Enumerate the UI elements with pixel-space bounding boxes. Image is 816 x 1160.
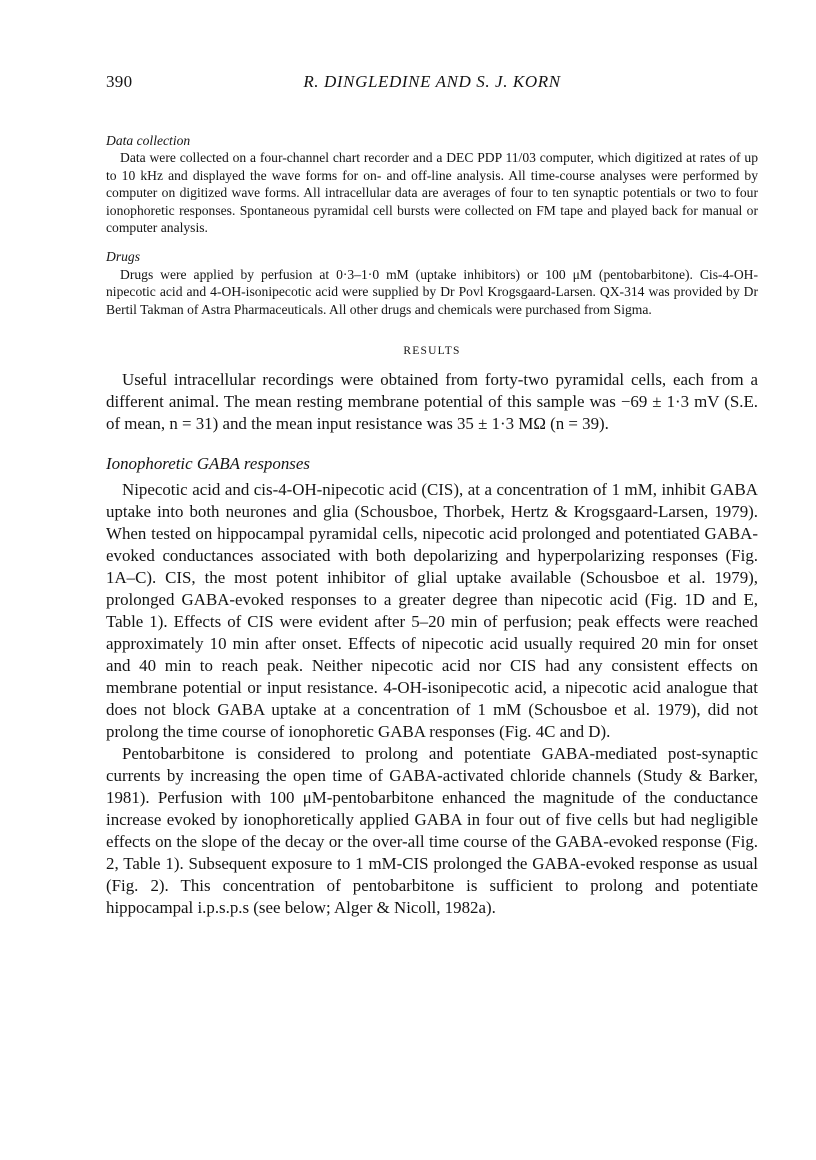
drugs-heading: Drugs (106, 249, 140, 265)
running-head (106, 72, 758, 98)
ionophoretic-paragraph-2: Pentobarbitone is considered to prolong and potentiate GABA-mediated post-synaptic currents by increasing the open time of GABA-activated chloride channels (Study & Barker, 1981). Perfusion with 100 μM-pentobarbitone enhanced the magnitude of the conductance increase evoked by ionophoretically applied GABA in four out of five cells but had negligible effects on the slope of the decay or the over-all time course of the GABA-evoked response (Fig. 2, Table 1). Subsequent exposure to 1 mM-CIS prolonged the GABA-evoked response as usual (Fig. 2). This concentration of pentobarbitone is sufficient to prolong and potentiate hippocampal i.p.s.p.s (see below; Alger & Nicoll, 1982a). (106, 744, 758, 918)
running-head-authors: R. DINGLEDINE AND S. J. KORN (303, 72, 561, 91)
page-content (106, 72, 758, 919)
ionophoretic-heading: Ionophoretic GABA responses (106, 454, 310, 474)
data-collection-heading: Data collection (106, 133, 191, 148)
data-collection-paragraph: Data were collected on a four-channel chart recorder and a DEC PDP 11/03 computer, which digitized at rates of up to 10 kHz and displayed the wave forms for on- and off-line analysis. All time-course analyses were performed by computer on digitized wave forms. All intracellular data are averages of four to ten synaptic potentials or two to four ionophoretic responses. Spontaneous pyramidal cell bursts were collected on FM tape and played back for manual or computer analysis. (106, 150, 758, 236)
page-number: 390 (106, 72, 133, 91)
results-heading: RESULTS (403, 345, 461, 358)
ionophoretic-paragraph-1: Nipecotic acid and cis-4-OH-nipecotic acid (CIS), at a concentration of 1 mM, inhibit GABA uptake into both neurones and glia (Schousboe, Thorbek, Hertz & Krogsgaard-Larsen, 1979). When tested on hippocampal pyramidal cells, nipecotic acid prolonged and potentiated GABA-evoked conductances associated with both depolarizing and hyperpolarizing responses (Fig. 1A–C). CIS, the most potent inhibitor of glial uptake available (Schousboe et al. 1979), prolonged GABA-evoked responses to a greater degree than nipecotic acid (Fig. 1D and E, Table 1). Effects of CIS were evident after 5–20 min of perfusion; peak effects were reached approximately 10 min after onset. Effects of nipecotic acid usually required 20 min for onset and 40 min to reach peak. Neither nipecotic acid nor CIS had any consistent effects on membrane potential or input resistance. 4-OH-isonipecotic acid, a nipecotic acid analogue that does not block GABA uptake at a concentration of 1 mM (Schousboe et al. 1979), did not prolong the time course of ionophoretic GABA responses (Fig. 4C and D). (106, 480, 758, 742)
results-paragraph: Useful intracellular recordings were obtained from forty-two pyramidal cells, each from a different animal. The mean resting membrane potential of this sample was −69 ± 1·3 mV (S.E. of mean, n = 31) and the mean input resistance was 35 ± 1·3 MΩ (n = 39). (106, 370, 758, 434)
drugs-paragraph: Drugs were applied by perfusion at 0·3–1·0 mM (uptake inhibitors) or 100 μM (pentobarbitone). Cis-4-OH-nipecotic acid and 4-OH-isonipecotic acid were supplied by Dr Povl Krogsgaard-Larsen. QX-314 was provided by Dr Bertil Takman of Astra Pharmaceuticals. All other drugs and chemicals were purchased from Sigma. (106, 266, 758, 317)
